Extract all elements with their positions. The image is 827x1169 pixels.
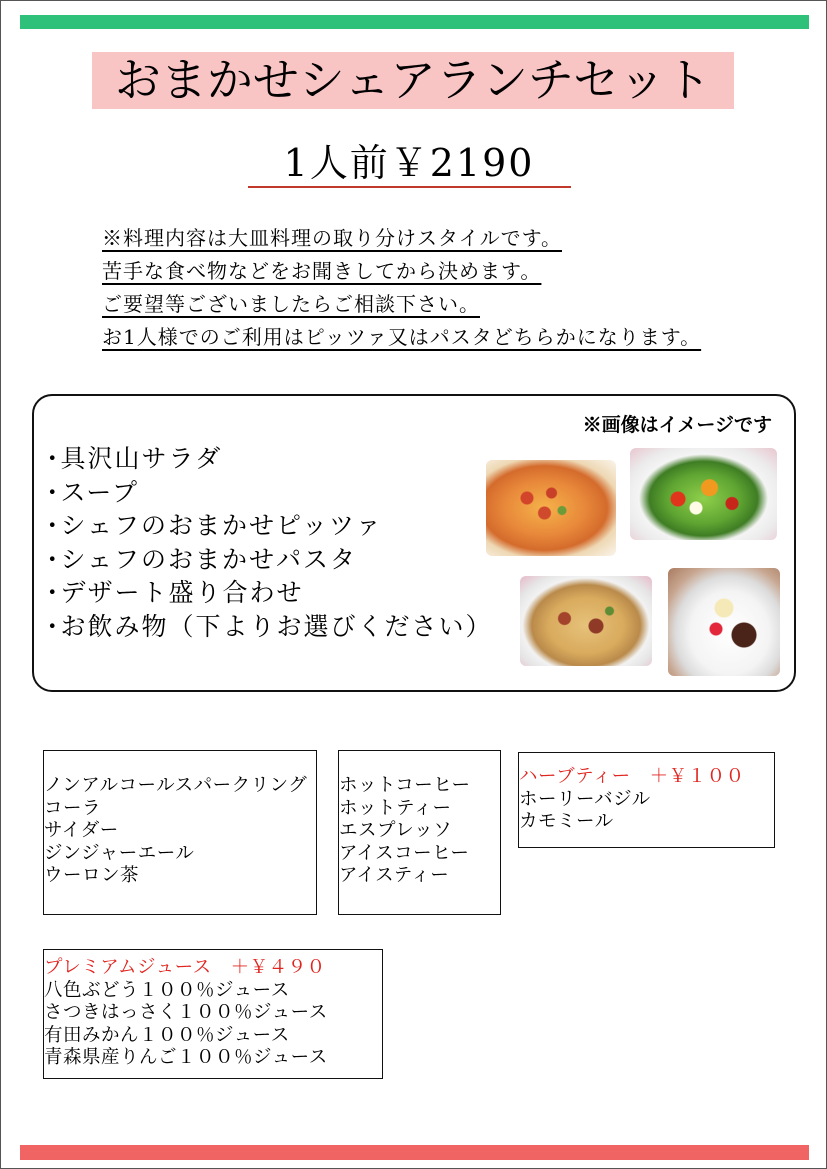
premium-juice-header: プレミアムジュース ＋￥４９０ xyxy=(44,957,326,978)
menu-box xyxy=(32,394,796,692)
drink-item: さつきはっさく１００％ジュース xyxy=(44,1002,328,1023)
drink-item: ウーロン茶 xyxy=(44,865,140,886)
drink-item: アイスコーヒー xyxy=(339,842,470,864)
drink-item: ホットコーヒー xyxy=(339,775,471,796)
herb-tea-box xyxy=(518,752,775,848)
title-banner xyxy=(92,52,734,109)
note-line: ※料理内容は大皿料理の取り分けスタイルです。 xyxy=(102,226,562,250)
drink-item: カモミール xyxy=(519,811,614,832)
drink-item: アイスティー xyxy=(339,865,450,886)
drink-item: エスプレッソ xyxy=(339,820,453,841)
menu-item: ･スープ xyxy=(46,477,140,507)
drink-item: ホットティー xyxy=(339,797,452,819)
drink-item: ホーリーバジル xyxy=(519,788,651,810)
price-label: 1人前￥2190 xyxy=(283,141,535,185)
dessert-photo xyxy=(668,568,780,676)
drink-item: ジンジャーエール xyxy=(44,842,195,864)
drink-item: 有田みかん１００％ジュース xyxy=(44,1024,290,1046)
drink-item: ノンアルコールスパークリング xyxy=(44,775,308,796)
top-color-band xyxy=(20,15,809,29)
drink-item: 八色ぶどう１００％ジュース xyxy=(44,979,290,1001)
pizza-photo xyxy=(486,460,616,556)
menu-list xyxy=(46,442,493,643)
notes-block xyxy=(102,222,701,354)
herb-tea-header: ハーブティー ＋￥１００ xyxy=(519,766,745,787)
note-line: ご要望等ございましたらご相談下さい。 xyxy=(102,292,480,316)
premium-juice-box xyxy=(43,949,383,1079)
menu-item: ･シェフのおまかせパスタ xyxy=(46,544,358,574)
image-disclaimer: ※画像はイメージです xyxy=(582,414,772,436)
price-underline xyxy=(248,186,571,188)
salad-photo xyxy=(630,448,777,540)
note-line: お1人様でのご利用はピッツァ又はパスタどちらかになります。 xyxy=(102,325,702,349)
page-title: おまかせシェアランチセット xyxy=(114,53,712,107)
menu-item: ･具沢山サラダ xyxy=(46,444,223,473)
drink-item: サイダー xyxy=(44,820,119,841)
bottom-color-band xyxy=(20,1145,809,1160)
note-line: 苦手な食べ物などをお聞きしてから決めます。 xyxy=(102,259,542,283)
pasta-photo xyxy=(520,576,652,666)
menu-item: ･シェフのおまかせピッツァ xyxy=(46,511,383,540)
drink-item: 青森県産りんご１００％ジュース xyxy=(44,1047,328,1068)
drink-item: コーラ xyxy=(44,797,102,819)
menu-item: ･デザート盛り合わせ xyxy=(46,578,304,607)
menu-item: ･お飲み物（下よりお選びください） xyxy=(46,611,493,641)
coffee-tea-box xyxy=(338,750,501,915)
soft-drinks-box xyxy=(43,750,317,915)
